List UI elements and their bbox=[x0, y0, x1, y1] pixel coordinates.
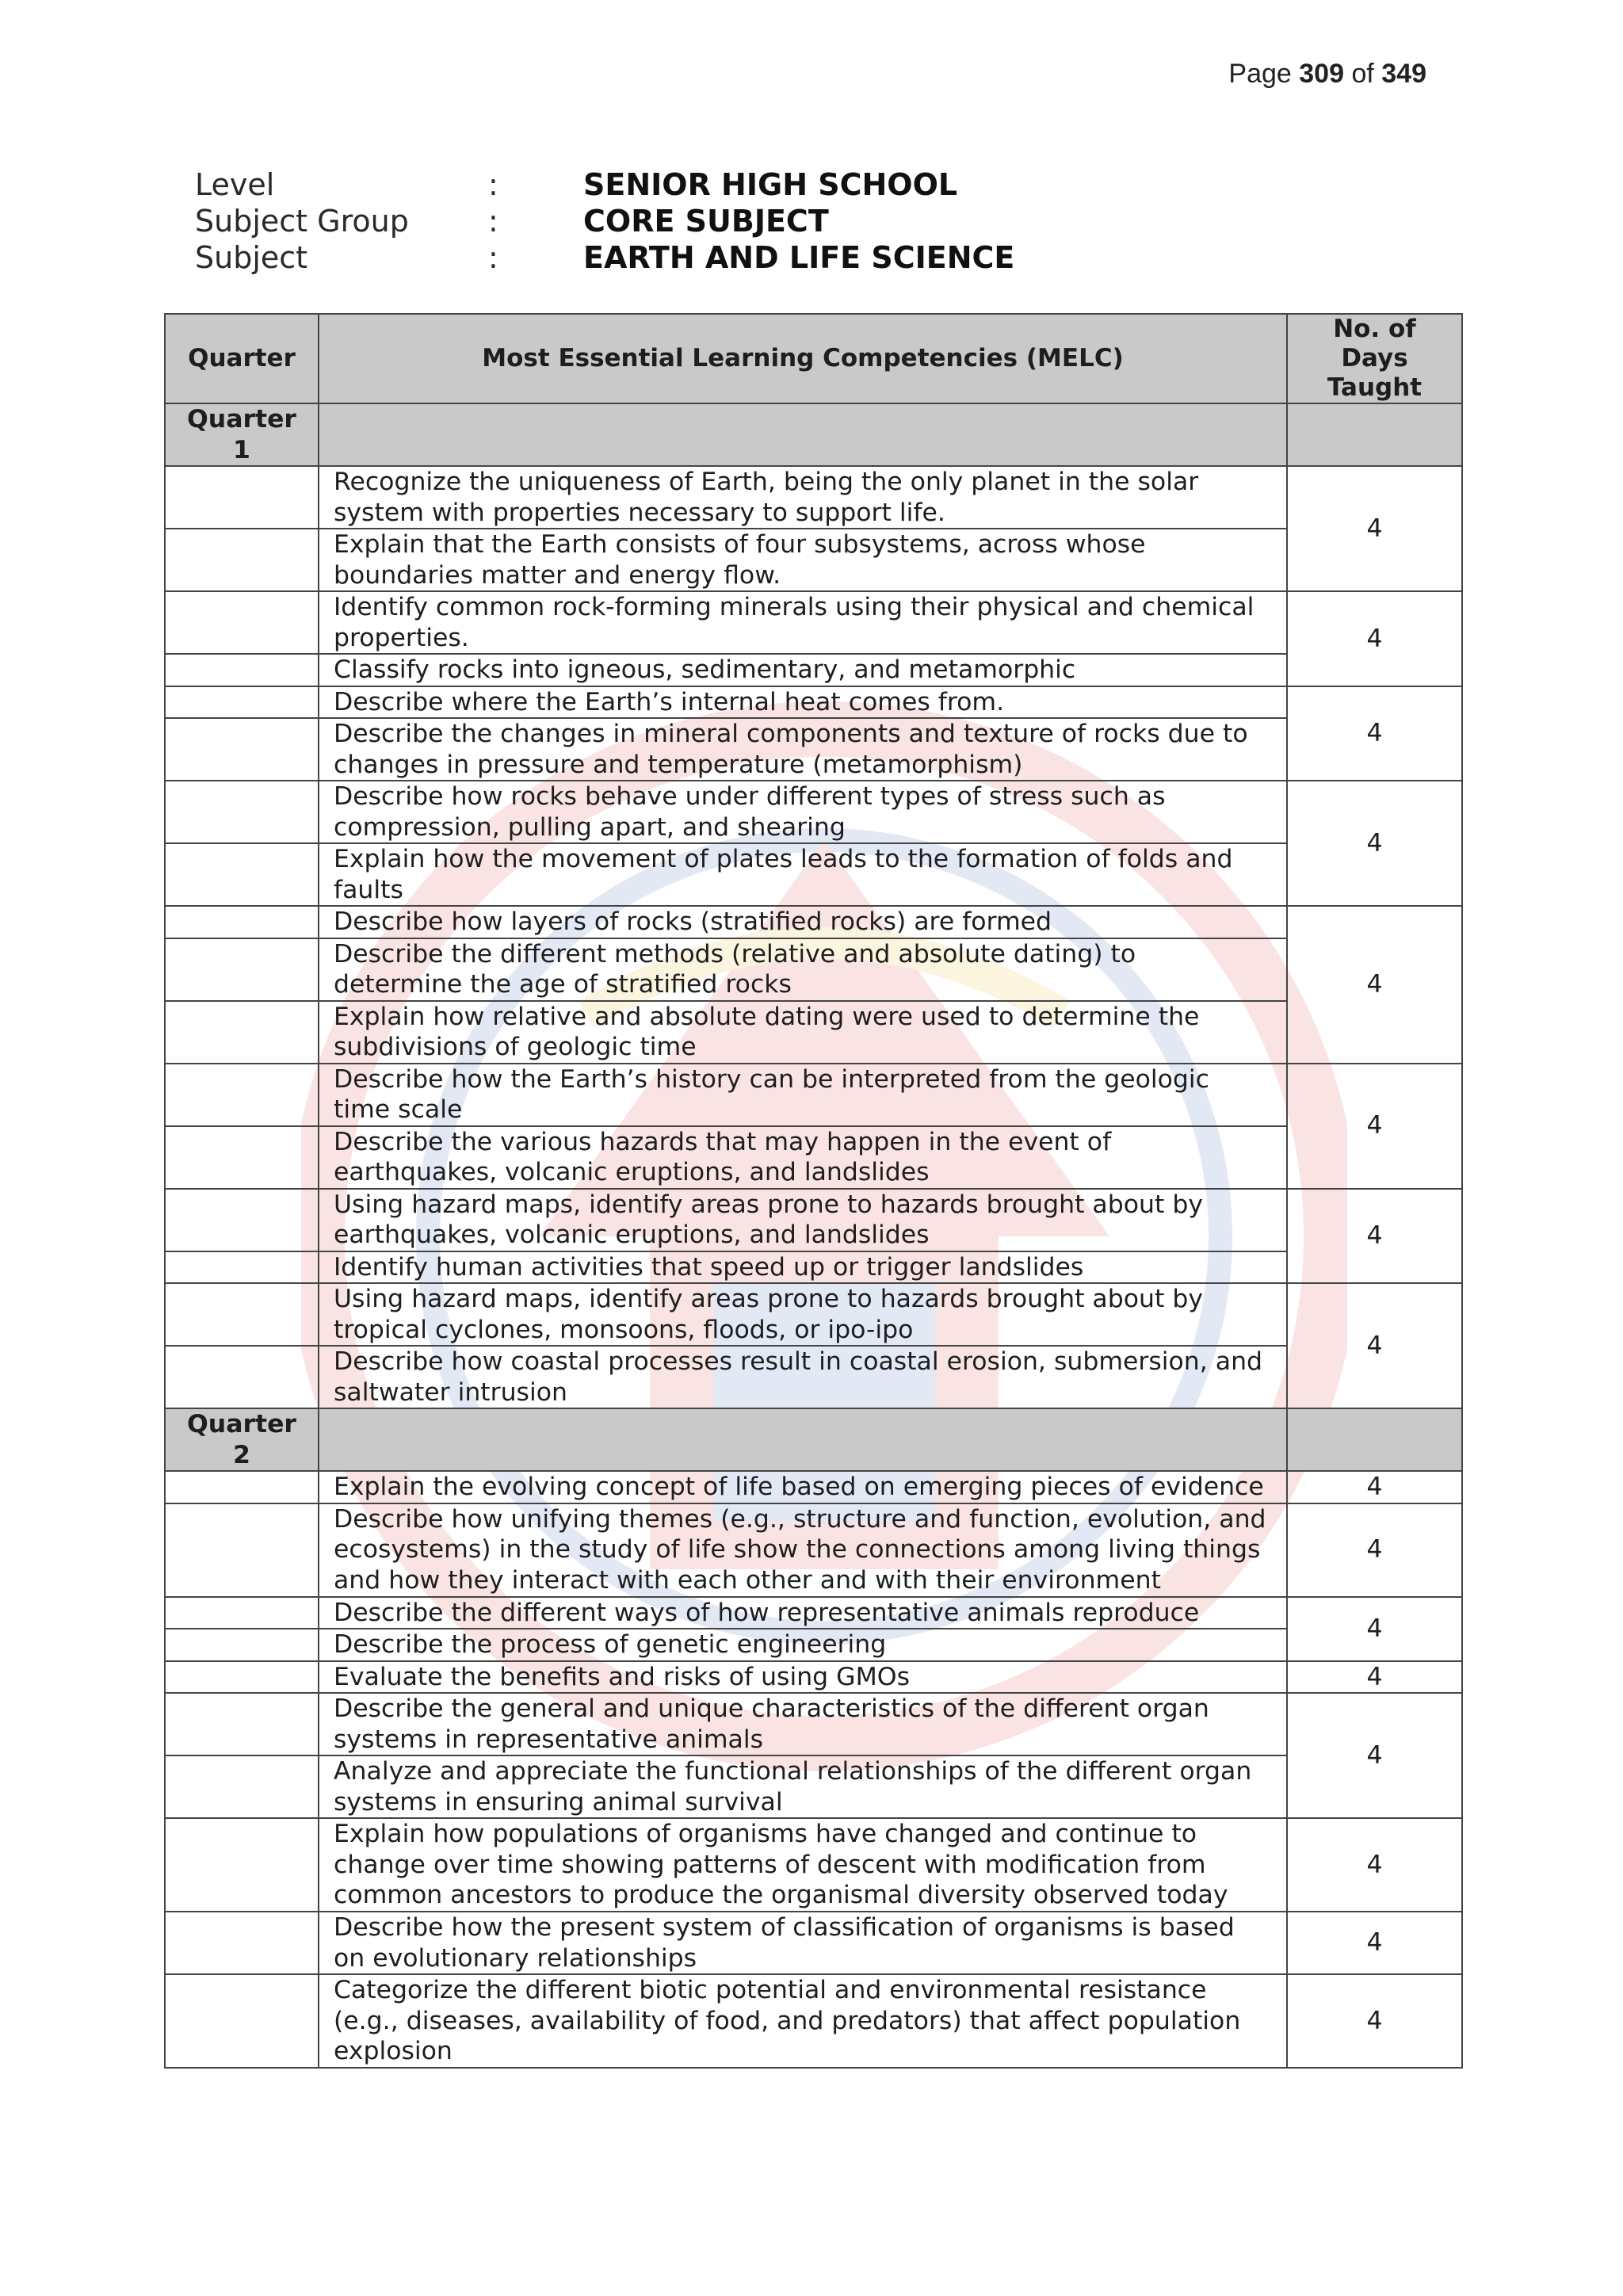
quarter-cell bbox=[165, 1346, 319, 1408]
header-melc: Most Essential Learning Competencies (MELC) bbox=[319, 314, 1287, 403]
days-cell: 4 bbox=[1287, 686, 1462, 781]
subject-value: EARTH AND LIFE SCIENCE bbox=[583, 240, 1015, 275]
subject-group-colon: : bbox=[488, 204, 498, 239]
competency-cell: Describe where the Earth’s internal heat comes from. bbox=[319, 686, 1287, 719]
competency-cell: Explain how populations of organisms have changed and continue to change over time showing patterns of descent with modification from common ancestors to produce the organismal diversity observed today bbox=[319, 1818, 1287, 1912]
competency-cell: Describe how unifying themes (e.g., structure and function, evolution, and ecosystems) in the study of life show the connections among living things and how they interact with each other and with their environment bbox=[319, 1503, 1287, 1597]
days-cell: 4 bbox=[1287, 1661, 1462, 1694]
competency-cell: Classify rocks into igneous, sedimentary, and metamorphic bbox=[319, 654, 1287, 686]
quarter-cell bbox=[165, 1818, 319, 1912]
quarter-cell bbox=[165, 906, 319, 938]
quarter-cell bbox=[165, 1001, 319, 1064]
competency-cell: Describe how the present system of classification of organisms is based on evolutionary relationships bbox=[319, 1912, 1287, 1974]
table-row bbox=[165, 1471, 1462, 1503]
competency-cell: Describe the general and unique characteristics of the different organ systems in representative animals bbox=[319, 1693, 1287, 1755]
table-row bbox=[165, 1661, 1462, 1694]
competency-cell: Identify common rock-forming minerals using their physical and chemical properties. bbox=[319, 591, 1287, 654]
quarter-cell bbox=[165, 529, 319, 591]
table-row bbox=[165, 1189, 1462, 1251]
quarter-2-blank bbox=[319, 1408, 1287, 1471]
days-cell: 4 bbox=[1287, 1064, 1462, 1189]
days-cell: 4 bbox=[1287, 1693, 1462, 1818]
quarter-cell bbox=[165, 1251, 319, 1284]
page-number bbox=[1228, 59, 1426, 90]
days-cell: 4 bbox=[1287, 906, 1462, 1064]
table-row bbox=[165, 466, 1462, 529]
table-row bbox=[165, 1629, 1462, 1661]
quarter-cell bbox=[165, 1661, 319, 1694]
table-row bbox=[165, 591, 1462, 654]
quarter-cell bbox=[165, 843, 319, 906]
table-row bbox=[165, 1346, 1462, 1408]
page-separator: of bbox=[1351, 59, 1374, 89]
days-cell: 4 bbox=[1287, 1189, 1462, 1284]
level-value: SENIOR HIGH SCHOOL bbox=[583, 167, 958, 202]
table-row bbox=[165, 1126, 1462, 1189]
quarter-cell bbox=[165, 1126, 319, 1189]
competency-cell: Describe how coastal processes result in coastal erosion, submersion, and saltwater intrusion bbox=[319, 1346, 1287, 1408]
melc-table bbox=[164, 313, 1463, 2069]
competency-cell: Using hazard maps, identify areas prone to hazards brought about by tropical cyclones, monsoons, floods, or ipo-ipo bbox=[319, 1283, 1287, 1346]
subject-group-value: CORE SUBJECT bbox=[583, 204, 829, 239]
quarter-2-days-blank bbox=[1287, 1408, 1462, 1471]
quarter-cell bbox=[165, 591, 319, 654]
table-row bbox=[165, 1912, 1462, 1974]
competency-cell: Describe the process of genetic engineering bbox=[319, 1629, 1287, 1661]
subject-colon: : bbox=[488, 240, 498, 275]
table-row bbox=[165, 1251, 1462, 1284]
competency-cell: Describe how rocks behave under different types of stress such as compression, pulling apart, and shearing bbox=[319, 781, 1287, 843]
competency-cell: Using hazard maps, identify areas prone to hazards brought about by earthquakes, volcanic eruptions, and landslides bbox=[319, 1189, 1287, 1251]
quarter-cell bbox=[165, 1503, 319, 1597]
quarter-1-row bbox=[165, 403, 1462, 466]
meta-row-subject bbox=[195, 239, 1014, 276]
quarter-cell bbox=[165, 654, 319, 686]
quarter-cell bbox=[165, 781, 319, 843]
table-row bbox=[165, 1064, 1462, 1126]
quarter-cell bbox=[165, 1471, 319, 1503]
subject-info bbox=[195, 166, 1014, 276]
quarter-cell bbox=[165, 1597, 319, 1629]
quarter-cell bbox=[165, 1629, 319, 1661]
competency-cell: Describe the various hazards that may happen in the event of earthquakes, volcanic eruptions, and landslides bbox=[319, 1126, 1287, 1189]
competency-cell: Categorize the different biotic potential and environmental resistance (e.g., diseases, availability of food, and predators) that affect population explosion bbox=[319, 1974, 1287, 2068]
quarter-cell bbox=[165, 1064, 319, 1126]
competency-cell: Explain how the movement of plates leads to the formation of folds and faults bbox=[319, 843, 1287, 906]
quarter-cell bbox=[165, 466, 319, 529]
quarter-cell bbox=[165, 1693, 319, 1755]
competency-cell: Explain that the Earth consists of four subsystems, across whose boundaries matter and energy flow. bbox=[319, 529, 1287, 591]
table-row bbox=[165, 1818, 1462, 1912]
table-row bbox=[165, 938, 1462, 1001]
quarter-1-days-blank bbox=[1287, 403, 1462, 466]
table-row bbox=[165, 1693, 1462, 1755]
competency-cell: Analyze and appreciate the functional relationships of the different organ systems in ensuring animal survival bbox=[319, 1755, 1287, 1818]
days-cell: 4 bbox=[1287, 1974, 1462, 2068]
days-cell: 4 bbox=[1287, 781, 1462, 906]
table-row bbox=[165, 1755, 1462, 1818]
table-row bbox=[165, 718, 1462, 781]
table-row bbox=[165, 843, 1462, 906]
page-total: 349 bbox=[1381, 59, 1426, 89]
table-header-row bbox=[165, 314, 1462, 403]
meta-row-subject-group bbox=[195, 203, 1014, 239]
competency-cell: Describe the different ways of how representative animals reproduce bbox=[319, 1597, 1287, 1629]
quarter-cell bbox=[165, 938, 319, 1001]
quarter-2-row bbox=[165, 1408, 1462, 1471]
quarter-1-label: Quarter 1 bbox=[165, 403, 319, 466]
quarter-2-label: Quarter 2 bbox=[165, 1408, 319, 1471]
quarter-cell bbox=[165, 1912, 319, 1974]
quarter-cell bbox=[165, 1755, 319, 1818]
competency-cell: Identify human activities that speed up or trigger landslides bbox=[319, 1251, 1287, 1284]
days-cell: 4 bbox=[1287, 1283, 1462, 1408]
table-row bbox=[165, 906, 1462, 938]
table-row bbox=[165, 1503, 1462, 1597]
level-label: Level bbox=[195, 167, 275, 202]
header-days: No. of Days Taught bbox=[1287, 314, 1462, 403]
days-cell: 4 bbox=[1287, 1471, 1462, 1503]
competency-cell: Describe the different methods (relative and absolute dating) to determine the age of stratified rocks bbox=[319, 938, 1287, 1001]
table-row bbox=[165, 1001, 1462, 1064]
table-row bbox=[165, 1597, 1462, 1629]
days-cell: 4 bbox=[1287, 591, 1462, 686]
quarter-cell bbox=[165, 1283, 319, 1346]
table-row bbox=[165, 654, 1462, 686]
table-row bbox=[165, 1283, 1462, 1346]
days-cell: 4 bbox=[1287, 1912, 1462, 1974]
level-colon: : bbox=[488, 167, 498, 202]
days-cell: 4 bbox=[1287, 1597, 1462, 1661]
table-row bbox=[165, 529, 1462, 591]
subject-label: Subject bbox=[195, 240, 308, 275]
header-quarter: Quarter bbox=[165, 314, 319, 403]
competency-cell: Explain the evolving concept of life based on emerging pieces of evidence bbox=[319, 1471, 1287, 1503]
competency-cell: Evaluate the benefits and risks of using GMOs bbox=[319, 1661, 1287, 1694]
table-row bbox=[165, 1974, 1462, 2068]
table-row bbox=[165, 781, 1462, 843]
competency-cell: Describe the changes in mineral components and texture of rocks due to changes in pressure and temperature (metamorphism) bbox=[319, 718, 1287, 781]
page-current: 309 bbox=[1299, 59, 1344, 89]
competency-cell: Recognize the uniqueness of Earth, being the only planet in the solar system with properties necessary to support life. bbox=[319, 466, 1287, 529]
quarter-cell bbox=[165, 686, 319, 719]
quarter-1-blank bbox=[319, 403, 1287, 466]
table-row bbox=[165, 686, 1462, 719]
quarter-cell bbox=[165, 1189, 319, 1251]
quarter-cell bbox=[165, 1974, 319, 2068]
competency-cell: Describe how layers of rocks (stratified rocks) are formed bbox=[319, 906, 1287, 938]
competency-cell: Describe how the Earth’s history can be interpreted from the geologic time scale bbox=[319, 1064, 1287, 1126]
days-cell: 4 bbox=[1287, 1818, 1462, 1912]
meta-row-level bbox=[195, 166, 1014, 203]
competency-cell: Explain how relative and absolute dating were used to determine the subdivisions of geologic time bbox=[319, 1001, 1287, 1064]
quarter-cell bbox=[165, 718, 319, 781]
days-cell: 4 bbox=[1287, 466, 1462, 591]
days-cell: 4 bbox=[1287, 1503, 1462, 1597]
subject-group-label: Subject Group bbox=[195, 204, 409, 239]
page-prefix: Page bbox=[1228, 59, 1292, 89]
